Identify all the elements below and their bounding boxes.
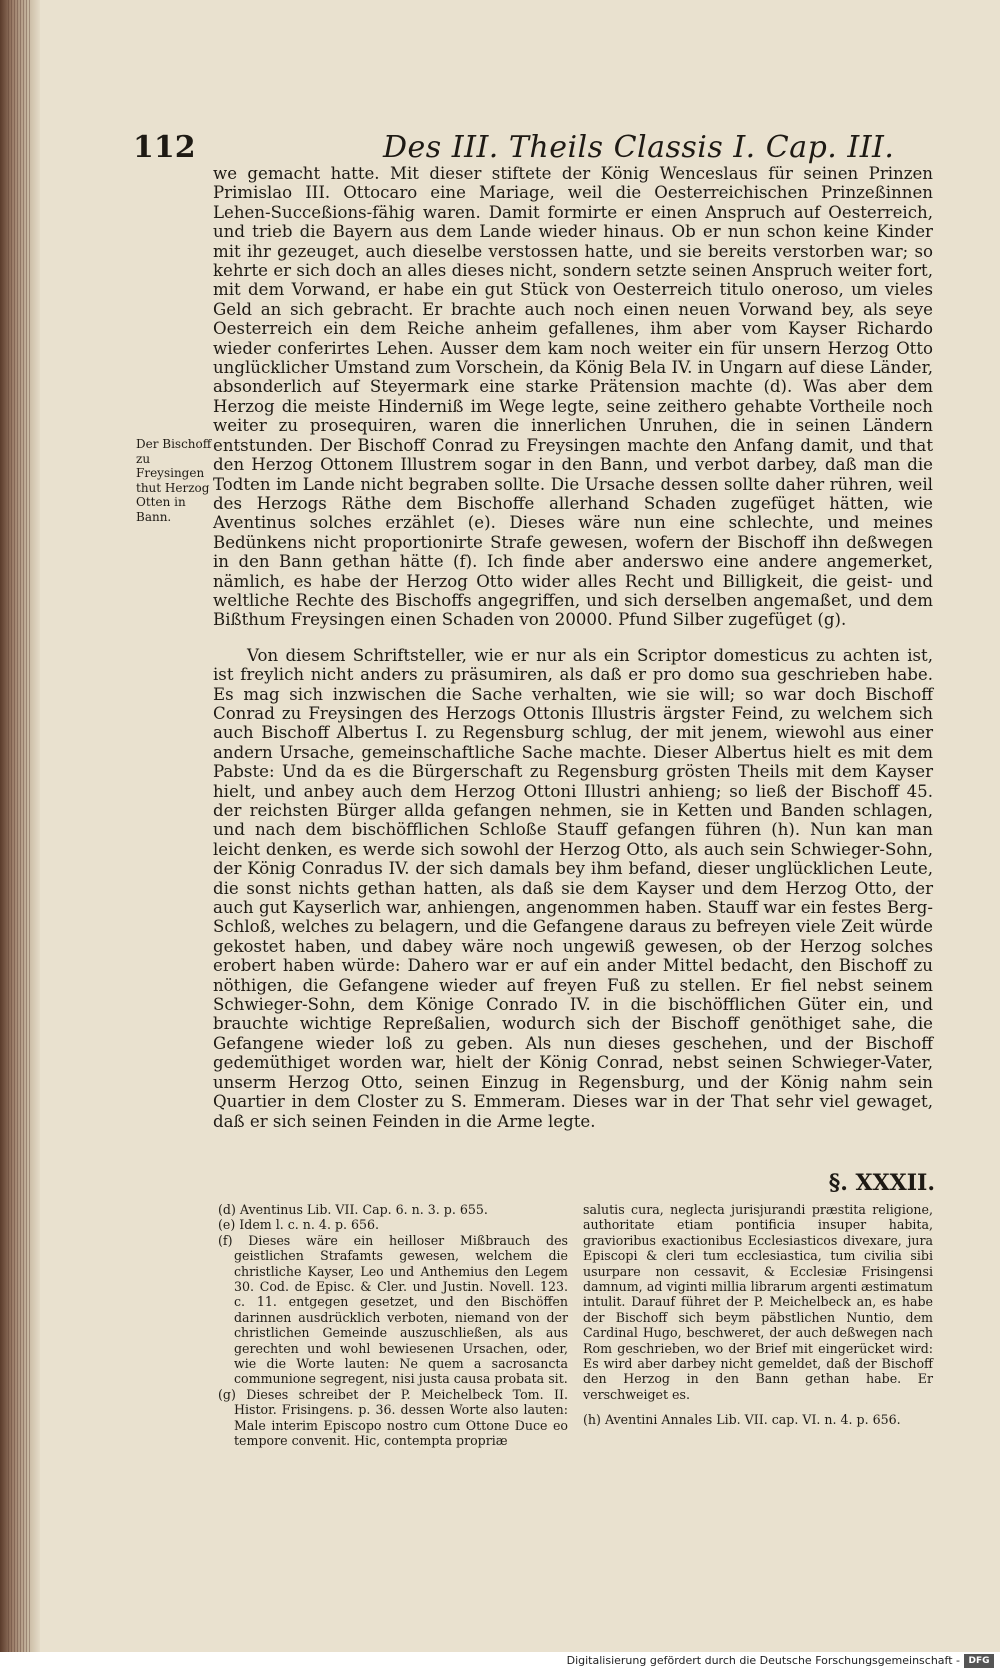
running-title: Des III. Theils Classis I. Cap. III. [383, 130, 895, 165]
footnote-column-right [583, 1202, 933, 1428]
page-edge-lines [8, 0, 30, 1670]
footnote-h: (h) Aventini Annales Lib. VII. cap. VI. n. 4. p. 656. [583, 1412, 901, 1428]
page-header [133, 128, 933, 168]
section-mark: §. XXXII. [828, 1170, 935, 1196]
dfg-logo-icon: DFG [964, 1654, 994, 1668]
page-number: 112 [133, 130, 196, 165]
paragraph-1: we gemacht hatte. Mit dieser stiftete der König Wenceslaus für seinen Prinzen Primislao III. Ottocaro eine Mariage, weil die Oesterreichischen Prinzeßinnen Lehen-Succeßions-fähig waren. Damit formirte er einen Anspruch auf Oesterreich, und trieb die Bayern aus dem Lande wieder hinaus. Ob er nun schon keine Kinder mit ihr gezeuget, auch dieselbe verstossen hatte, und sie bereits verstorben war; so kehrte er sich doch an alles dieses nicht, sondern setzte seinen Anspruch weiter fort, mit dem Vorwand, er habe ein gut Stück von Oesterreich titulo oneroso, um vieles Geld an sich gebracht. Er brachte auch noch einen neuen Vorwand bey, als seye Oesterreich ein dem Reiche anheim gefallenes, ihm aber vom Kayser Richardo wieder conferirtes Lehen. Ausser dem kam noch weiter ein für unsern Herzog Otto unglücklicher Umstand zum Vorschein, da König Bela IV. in Ungarn auf diese Länder, absonderlich auf Steyermark eine starke Prätension machte (d). Was aber dem Herzog die meiste Hinderniß im Wege legte, seine zeithero gehabte Vortheile noch weiter zu prosequiren, waren die innerlichen Unruhen, die in seinen Ländern entstunden. Der Bischoff Conrad zu Freysingen machte den Anfang damit, und that den Herzog Ottonem Illustrem sogar in den Bann, und verbot darbey, daß man die Todten im Lande nicht begraben sollte. Die Ursache dessen sollte daher rühren, weil des Herzogs Räthe dem Bischoffe allerhand Schaden zugefüget hätten, wie Aventinus solches erzählet (e). Dieses wäre nun eine schlechte, und meines Bedünkens nicht proportionirte Strafe gewesen, wofern der Bischoff ihn deßwegen in den Bann gethan hätte (f). Ich finde aber anderswo eine andere angemerket, nämlich, es habe der Herzog Otto wider alles Recht und Billigkeit, die geist- und weltliche Rechte des Bischoffs angegriffen, und sich derselben angemaßet, und dem Bißthum Freysingen einen Schaden von 20000. Pfund Silber zugefüget (g). [213, 164, 933, 630]
footnote-d: (d) Aventinus Lib. VII. Cap. 6. n. 3. p. 655. [218, 1202, 488, 1217]
digitization-footer [0, 1652, 1000, 1670]
footer-credit: Digitalisierung gefördert durch die Deutsche Forschungsgemeinschaft - [566, 1654, 960, 1667]
book-spine [0, 0, 40, 1670]
footnote-e: (e) Idem l. c. n. 4. p. 656. [218, 1217, 380, 1233]
footnote-column-left [218, 1202, 568, 1449]
footnote-g-continued: salutis cura, neglecta jurisjurandi præstita religione, authoritate etiam pontificia insuper habita, gravioribus exactionibus Ecclesiasticos divexare, jura Episcopi & cleri tum ecclesiastica, tum civilia sibi usurpare non cessavit, & Ecclesiæ Frisingensi damnum, ad viginti millia librarum argenti æstimatum intulit. Darauf führet der P. Meichelbeck an, es habe der Bischoff sich beym päbstlichen Nuntio, dem Cardinal Hugo, beschweret, der auch deßwegen nach Rom geschrieben, wo der Brief mit eingerücket wird: Es wird aber darbey nicht gemeldet, daß der Bischoff den Herzog in den Bann gethan habe. Er verschweiget es. [583, 1202, 933, 1402]
footnote-g: (g) Dieses schreibet der P. Meichelbeck Tom. II. Histor. Frisingens. p. 36. dessen Worte also lauten: Male interim Episcopo nostro cum Ottone Duce eo tempore convenit. Hic, contempta propriæ [218, 1386, 568, 1449]
main-text [213, 164, 933, 1131]
footnote-f: (f) Dieses wäre ein heilloser Mißbrauch des geistlichen Strafamts gewesen, welchem die christliche Kayser, Leo und Anthemius den Legem 30. Cod. de Episc. & Cler. und Justin. Novell. 123. c. 11. entgegen gesetzet, und den Bischöffen darinnen ausdrücklich verboten, niemand von der christlichen Gemeinde auszuschließen, als aus gerechten und wohl bewiesenen Ursachen, oder, wie die Worte lauten: Ne quem a sacrosancta communione segregent, nisi justa causa probata sit. [218, 1232, 568, 1387]
paragraph-2: Von diesem Schriftsteller, wie er nur als ein Scriptor domesticus zu achten ist, ist freylich nicht anders zu präsumiren, als daß er pro domo sua geschrieben habe. Es mag sich inzwischen die Sache verhalten, wie sie will; so war doch Bischoff Conrad zu Freysingen des Herzogs Ottonis Illustris ärgster Feind, zu welchem sich auch Bischoff Albertus I. zu Regensburg schlug, der mit jenem, wiewohl aus einer andern Ursache, gemeinschaftliche Sache machte. Dieser Albertus hielt es mit dem Pabste: Und da es die Bürgerschaft zu Regensburg grösten Theils mit dem Kayser hielt, und anbey auch dem Herzog Ottoni Illustri anhieng; so ließ der Bischoff 45. der reichsten Bürger allda gefangen nehmen, sie in Ketten und Banden schlagen, und nach dem bischöfflichen Schloße Stauff gefangen führen (h). Nun kan man leicht denken, es werde sich sowohl der Herzog Otto, als auch sein Schwieger-Sohn, der König Conradus IV. der sich damals bey ihm befand, dieser unglücklichen Leute, die sonst nichts gethan hatten, als daß sie dem Kayser und dem Herzog Otto, der auch gut Kayserlich war, anhiengen, angenommen haben. Stauff war ein festes Berg-Schloß, welches zu belagern, und die Gefangene daraus zu befreyen viele Zeit würde gekostet haben, und dabey wäre noch ungewiß gewesen, ob der Herzog solches erobert haben würde: Dahero war er auf ein ander Mittel bedacht, den Bischoff zu nöthigen, die Gefangene wieder auf freyen Fuß zu stellen. Er fiel nebst seinem Schwieger-Sohn, dem Könige Conrado IV. in die bischöfflichen Güter ein, und brauchte wichtige Repreßalien, wodurch sich der Bischoff genöthiget sahe, die Gefangene wieder loß zu geben. Als nun dieses geschehen, und der Bischoff gedemüthiget worden war, hielt der König Conrad, nebst seinen Schwieger-Vater, unserm Herzog Otto, seinen Einzug in Regensburg, und der König nahm sein Quartier in dem Closter zu S. Emmeram. Dieses war in der That sehr viel gewaget, daß er sich seinen Feinden in die Arme legte. [213, 645, 933, 1131]
footnotes [218, 1202, 933, 1449]
margin-note: Der Bischoff zu Freysingen thut Herzog Otten in Bann. [136, 437, 212, 524]
